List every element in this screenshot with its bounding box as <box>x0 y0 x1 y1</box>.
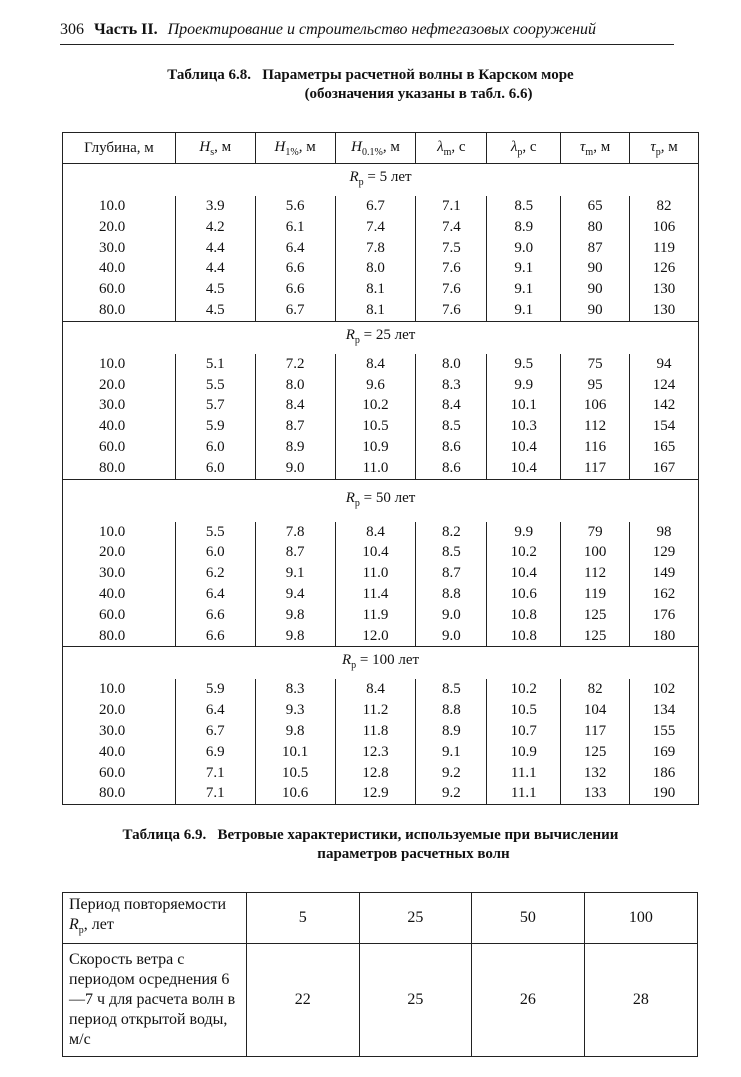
value-cell: 8.5 <box>416 679 487 700</box>
value-cell: 9.8 <box>255 605 335 626</box>
depth-cell: 10.0 <box>63 679 176 700</box>
depth-cell: 80.0 <box>63 626 176 647</box>
value-cell: 7.8 <box>255 522 335 543</box>
depth-cell: 60.0 <box>63 763 176 784</box>
value-cell: 149 <box>652 565 676 582</box>
value-cell: 82 <box>656 198 672 214</box>
value-cell: 7.4 <box>335 217 416 238</box>
value-cell: 7.6 <box>416 279 487 300</box>
period-value-cell: 50 <box>472 893 585 944</box>
value-cell: 10.2 <box>487 542 561 563</box>
period-value-cell: 100 <box>584 893 697 944</box>
table-row <box>63 763 699 784</box>
return-period-subscript: р <box>358 177 364 188</box>
column-header-subscript: m <box>585 146 594 158</box>
value-cell: 10.5 <box>255 763 335 784</box>
column-header-subscript: 0.1% <box>362 146 383 158</box>
value-cell: 5.5 <box>175 522 255 543</box>
wind-speed-value-cell: 26 <box>472 944 585 1057</box>
value-cell: 167 <box>652 459 676 476</box>
value-cell: 7.8 <box>335 238 416 259</box>
value-cell: 6.0 <box>175 458 255 479</box>
table-row <box>63 584 699 605</box>
column-header-symbol: H <box>351 138 362 155</box>
value-cell: 95 <box>561 375 630 396</box>
value-cell: 6.7 <box>255 300 335 321</box>
table-row <box>63 522 699 543</box>
table-row <box>63 354 699 375</box>
table-6-8-caption-line1: Таблица 6.8. Параметры расчетной волны в Карском море <box>167 67 574 83</box>
table-row <box>63 217 699 238</box>
value-cell: 8.2 <box>416 522 487 543</box>
value-cell: 7.6 <box>416 300 487 321</box>
value-cell: 124 <box>652 376 676 393</box>
table-6-9-caption <box>0 826 741 864</box>
value-cell: 11.9 <box>335 605 416 626</box>
value-cell: 65 <box>561 196 630 217</box>
value-cell: 8.4 <box>335 522 416 543</box>
value-cell: 112 <box>561 416 630 437</box>
column-header-symbol: H <box>274 138 286 155</box>
column-header-subscript: p <box>655 146 661 158</box>
value-cell: 9.3 <box>255 700 335 721</box>
value-cell: 11.1 <box>487 783 561 804</box>
value-cell: 119 <box>561 584 630 605</box>
column-header-unit: , м <box>593 138 611 155</box>
value-cell: 4.5 <box>175 279 255 300</box>
column-header-unit: , с <box>451 138 466 155</box>
value-cell: 4.4 <box>175 238 255 259</box>
value-cell: 9.1 <box>255 563 335 584</box>
value-cell: 10.8 <box>487 626 561 647</box>
value-cell: 9.9 <box>487 522 561 543</box>
value-cell: 125 <box>561 742 630 763</box>
value-cell: 10.6 <box>255 783 335 804</box>
depth-cell: 10.0 <box>63 354 176 375</box>
return-period-symbol: R <box>341 652 352 669</box>
depth-cell: 40.0 <box>63 584 176 605</box>
period-value-cell: 25 <box>359 893 472 944</box>
value-cell: 8.8 <box>416 584 487 605</box>
value-cell: 162 <box>652 585 676 602</box>
value-cell: 180 <box>652 627 676 644</box>
value-cell: 8.7 <box>255 416 335 437</box>
column-header-unit: , м <box>382 138 400 155</box>
table-row <box>63 300 699 321</box>
value-cell: 104 <box>561 700 630 721</box>
column-header-symbol: λ <box>437 138 444 155</box>
return-period-subscript: р <box>351 660 357 672</box>
table-row <box>63 196 699 217</box>
value-cell: 8.8 <box>416 700 487 721</box>
group-header-row <box>63 164 699 197</box>
value-cell: 155 <box>652 722 676 739</box>
period-label-subscript: р <box>78 925 84 937</box>
value-cell: 10.5 <box>487 700 561 721</box>
value-cell: 6.9 <box>175 742 255 763</box>
value-cell: 8.9 <box>487 217 561 238</box>
value-cell: 10.7 <box>487 721 561 742</box>
group-header-row <box>63 647 699 680</box>
return-period-symbol: R <box>349 169 359 185</box>
depth-cell: 10.0 <box>63 196 176 217</box>
value-cell: 6.4 <box>175 584 255 605</box>
value-cell: 9.8 <box>255 626 335 647</box>
value-cell: 165 <box>652 438 676 455</box>
value-cell: 132 <box>561 763 630 784</box>
depth-cell: 80.0 <box>63 300 176 321</box>
value-cell: 5.1 <box>175 354 255 375</box>
value-cell: 10.4 <box>487 458 561 479</box>
depth-cell: 30.0 <box>63 721 176 742</box>
column-header <box>630 133 699 164</box>
value-cell: 11.4 <box>335 584 416 605</box>
table-6-8-caption-line2: (обозначения указаны в табл. 6.6) <box>304 86 533 102</box>
value-cell: 7.4 <box>416 217 487 238</box>
page-number: 306 <box>60 21 84 38</box>
value-cell: 130 <box>652 301 676 318</box>
column-header <box>63 133 176 164</box>
value-cell: 8.1 <box>335 279 416 300</box>
return-period-subscript: р <box>354 334 360 346</box>
value-cell: 12.3 <box>335 742 416 763</box>
value-cell: 6.6 <box>175 605 255 626</box>
value-cell: 90 <box>561 258 630 279</box>
value-cell: 12.8 <box>335 763 416 784</box>
value-cell: 10.3 <box>487 416 561 437</box>
depth-cell: 60.0 <box>63 605 176 626</box>
column-header-unit: , с <box>522 138 537 155</box>
column-header <box>561 133 630 164</box>
value-cell: 11.1 <box>487 763 561 784</box>
value-cell: 8.3 <box>255 679 335 700</box>
value-cell: 98 <box>656 523 672 540</box>
value-cell: 7.6 <box>416 258 487 279</box>
table-row <box>63 605 699 626</box>
value-cell: 133 <box>561 783 630 804</box>
period-label-text: Период повторяемости <box>69 896 227 913</box>
column-header-symbol: λ <box>510 138 518 155</box>
column-header-subscript: s <box>210 146 215 158</box>
table-body <box>63 164 699 805</box>
table-row <box>63 563 699 584</box>
value-cell: 9.0 <box>416 626 487 647</box>
value-cell: 7.1 <box>416 196 487 217</box>
value-cell: 9.2 <box>416 763 487 784</box>
value-cell: 9.2 <box>416 783 487 804</box>
column-header <box>487 133 561 164</box>
table-row <box>63 458 699 479</box>
depth-cell: 80.0 <box>63 783 176 804</box>
depth-cell: 60.0 <box>63 437 176 458</box>
return-period-value: = 50 лет <box>359 489 416 506</box>
value-cell: 9.4 <box>255 584 335 605</box>
value-cell: 6.6 <box>175 626 255 647</box>
value-cell: 116 <box>561 437 630 458</box>
table-row <box>63 742 699 763</box>
depth-cell: 20.0 <box>63 700 176 721</box>
value-cell: 10.4 <box>487 437 561 458</box>
value-cell: 117 <box>561 458 630 479</box>
column-header <box>175 133 255 164</box>
table-6-9-caption-line2: параметров расчетных волн <box>317 846 510 862</box>
value-cell: 8.5 <box>487 196 561 217</box>
wind-speed-label-cell: Скорость ветра с периодом осреднения 6—7 ч для расчета волн в период открытой воды, м/с <box>63 944 247 1057</box>
value-cell: 8.6 <box>416 458 487 479</box>
value-cell: 4.4 <box>175 258 255 279</box>
value-cell: 8.0 <box>416 354 487 375</box>
period-label-symbol: R <box>69 916 79 933</box>
return-period-value: = 25 лет <box>359 326 416 343</box>
depth-cell: 20.0 <box>63 217 176 238</box>
wind-characteristics-table <box>62 892 698 1057</box>
depth-cell: 10.0 <box>63 522 176 543</box>
column-header-unit: , м <box>214 138 232 155</box>
value-cell: 5.5 <box>175 375 255 396</box>
value-cell: 90 <box>561 300 630 321</box>
value-cell: 9.8 <box>255 721 335 742</box>
value-cell: 9.6 <box>335 375 416 396</box>
value-cell: 6.4 <box>255 238 335 259</box>
value-cell: 176 <box>652 606 676 623</box>
value-cell: 117 <box>561 721 630 742</box>
value-cell: 130 <box>652 281 676 298</box>
value-cell: 5.7 <box>175 395 255 416</box>
value-cell: 4.2 <box>175 217 255 238</box>
value-cell: 10.6 <box>487 584 561 605</box>
column-header-subscript: m <box>443 146 452 158</box>
value-cell: 8.4 <box>335 679 416 700</box>
value-cell: 5.9 <box>175 679 255 700</box>
value-cell: 87 <box>561 238 630 259</box>
value-cell: 7.2 <box>255 354 335 375</box>
value-cell: 6.4 <box>175 700 255 721</box>
value-cell: 10.4 <box>487 563 561 584</box>
wave-parameters-table <box>62 132 699 805</box>
value-cell: 106 <box>652 218 676 235</box>
return-period-label <box>63 321 699 354</box>
column-header <box>255 133 335 164</box>
column-header-text: Глубина, м <box>84 139 154 156</box>
table-row <box>63 279 699 300</box>
value-cell: 119 <box>653 239 675 256</box>
table-row <box>63 700 699 721</box>
group-header-row <box>63 479 699 522</box>
table-row <box>63 437 699 458</box>
value-cell: 90 <box>561 279 630 300</box>
value-cell: 10.4 <box>335 542 416 563</box>
column-header <box>335 133 416 164</box>
column-header-symbol: τ <box>650 138 656 155</box>
value-cell: 8.5 <box>416 542 487 563</box>
value-cell: 190 <box>652 785 676 802</box>
value-cell: 79 <box>561 522 630 543</box>
value-cell: 10.9 <box>335 437 416 458</box>
value-cell: 8.5 <box>416 416 487 437</box>
depth-cell: 20.0 <box>63 375 176 396</box>
table-row <box>63 258 699 279</box>
value-cell: 8.9 <box>255 437 335 458</box>
return-period-label <box>63 164 699 197</box>
column-header-unit: , м <box>298 138 316 155</box>
table-header-row <box>63 133 699 164</box>
value-cell: 7.1 <box>175 763 255 784</box>
value-cell: 8.0 <box>335 258 416 279</box>
value-cell: 9.1 <box>487 279 561 300</box>
value-cell: 8.4 <box>416 395 487 416</box>
column-header <box>416 133 487 164</box>
return-period-subscript: р <box>354 497 360 509</box>
table-6-8-caption <box>0 66 741 104</box>
value-cell: 10.2 <box>487 679 561 700</box>
value-cell: 9.0 <box>416 605 487 626</box>
return-period-value: = 5 лет <box>363 169 412 185</box>
depth-cell: 40.0 <box>63 416 176 437</box>
wind-speed-value-cell: 25 <box>359 944 472 1057</box>
table-row <box>63 542 699 563</box>
table-row <box>63 893 698 944</box>
table-row <box>63 721 699 742</box>
value-cell: 10.9 <box>487 742 561 763</box>
value-cell: 8.6 <box>416 437 487 458</box>
table-row <box>63 238 699 259</box>
value-cell: 3.9 <box>175 196 255 217</box>
value-cell: 8.4 <box>335 354 416 375</box>
value-cell: 11.0 <box>335 563 416 584</box>
value-cell: 9.1 <box>487 258 561 279</box>
group-header-row <box>63 321 699 354</box>
value-cell: 4.5 <box>175 300 255 321</box>
value-cell: 75 <box>561 354 630 375</box>
value-cell: 10.8 <box>487 605 561 626</box>
value-cell: 142 <box>652 397 676 414</box>
table-6-9-caption-line1: Таблица 6.9. Ветровые характеристики, используемые при вычислении <box>122 827 619 843</box>
value-cell: 11.0 <box>335 458 416 479</box>
value-cell: 154 <box>652 418 676 435</box>
value-cell: 8.0 <box>255 375 335 396</box>
value-cell: 6.7 <box>175 721 255 742</box>
value-cell: 11.2 <box>335 700 416 721</box>
value-cell: 8.4 <box>255 395 335 416</box>
value-cell: 9.0 <box>487 238 561 259</box>
value-cell: 10.2 <box>335 395 416 416</box>
period-label-cell <box>63 893 247 944</box>
depth-cell: 30.0 <box>63 563 176 584</box>
value-cell: 7.5 <box>416 238 487 259</box>
value-cell: 6.0 <box>175 542 255 563</box>
value-cell: 6.6 <box>255 258 335 279</box>
depth-cell: 80.0 <box>63 458 176 479</box>
depth-cell: 40.0 <box>63 258 176 279</box>
value-cell: 11.8 <box>335 721 416 742</box>
depth-cell: 20.0 <box>63 542 176 563</box>
column-header-subscript: 1% <box>285 146 299 158</box>
value-cell: 6.7 <box>335 196 416 217</box>
table-row <box>63 395 699 416</box>
return-period-symbol: R <box>345 489 355 506</box>
depth-cell: 40.0 <box>63 742 176 763</box>
wind-speed-value-cell: 22 <box>247 944 360 1057</box>
table-row <box>63 783 699 804</box>
value-cell: 8.9 <box>416 721 487 742</box>
value-cell: 82 <box>561 679 630 700</box>
value-cell: 12.9 <box>335 783 416 804</box>
value-cell: 106 <box>561 395 630 416</box>
value-cell: 9.0 <box>255 458 335 479</box>
value-cell: 10.1 <box>487 395 561 416</box>
value-cell: 9.1 <box>416 742 487 763</box>
value-cell: 134 <box>652 702 676 719</box>
table-row <box>63 679 699 700</box>
value-cell: 12.0 <box>335 626 416 647</box>
table-row <box>63 626 699 647</box>
table-row <box>63 416 699 437</box>
value-cell: 102 <box>652 681 676 698</box>
period-value-cell: 5 <box>247 893 360 944</box>
value-cell: 8.7 <box>416 563 487 584</box>
return-period-value: = 100 лет <box>356 652 420 669</box>
value-cell: 80 <box>561 217 630 238</box>
value-cell: 10.5 <box>335 416 416 437</box>
return-period-symbol: R <box>345 326 355 343</box>
value-cell: 186 <box>652 764 676 781</box>
value-cell: 169 <box>652 743 676 760</box>
depth-cell: 30.0 <box>63 395 176 416</box>
value-cell: 126 <box>652 260 676 277</box>
value-cell: 125 <box>561 626 630 647</box>
value-cell: 8.3 <box>416 375 487 396</box>
table-row <box>63 375 699 396</box>
period-label-unit: , лет <box>83 916 114 933</box>
value-cell: 5.6 <box>255 196 335 217</box>
part-label: Часть II. <box>94 21 158 38</box>
value-cell: 94 <box>656 355 672 372</box>
depth-cell: 30.0 <box>63 238 176 259</box>
value-cell: 125 <box>561 605 630 626</box>
value-cell: 6.6 <box>255 279 335 300</box>
column-header-subscript: p <box>517 146 523 158</box>
value-cell: 129 <box>652 544 676 561</box>
running-head-subtitle: Проектирование и строительство нефтегазовых сооружений <box>167 21 597 38</box>
return-period-label <box>63 647 699 680</box>
value-cell: 7.1 <box>175 783 255 804</box>
running-head <box>60 16 674 45</box>
table-row <box>63 944 698 1057</box>
value-cell: 6.2 <box>175 563 255 584</box>
value-cell: 9.5 <box>487 354 561 375</box>
depth-cell: 60.0 <box>63 279 176 300</box>
value-cell: 9.1 <box>487 300 561 321</box>
value-cell: 112 <box>561 563 630 584</box>
return-period-label <box>63 479 699 522</box>
value-cell: 8.1 <box>335 300 416 321</box>
value-cell: 100 <box>561 542 630 563</box>
column-header-unit: , м <box>660 138 678 155</box>
value-cell: 6.1 <box>255 217 335 238</box>
value-cell: 8.7 <box>255 542 335 563</box>
value-cell: 6.0 <box>175 437 255 458</box>
column-header-symbol: τ <box>580 138 586 155</box>
value-cell: 5.9 <box>175 416 255 437</box>
wind-speed-value-cell: 28 <box>584 944 697 1057</box>
value-cell: 9.9 <box>487 375 561 396</box>
column-header-symbol: H <box>199 138 211 155</box>
value-cell: 10.1 <box>255 742 335 763</box>
